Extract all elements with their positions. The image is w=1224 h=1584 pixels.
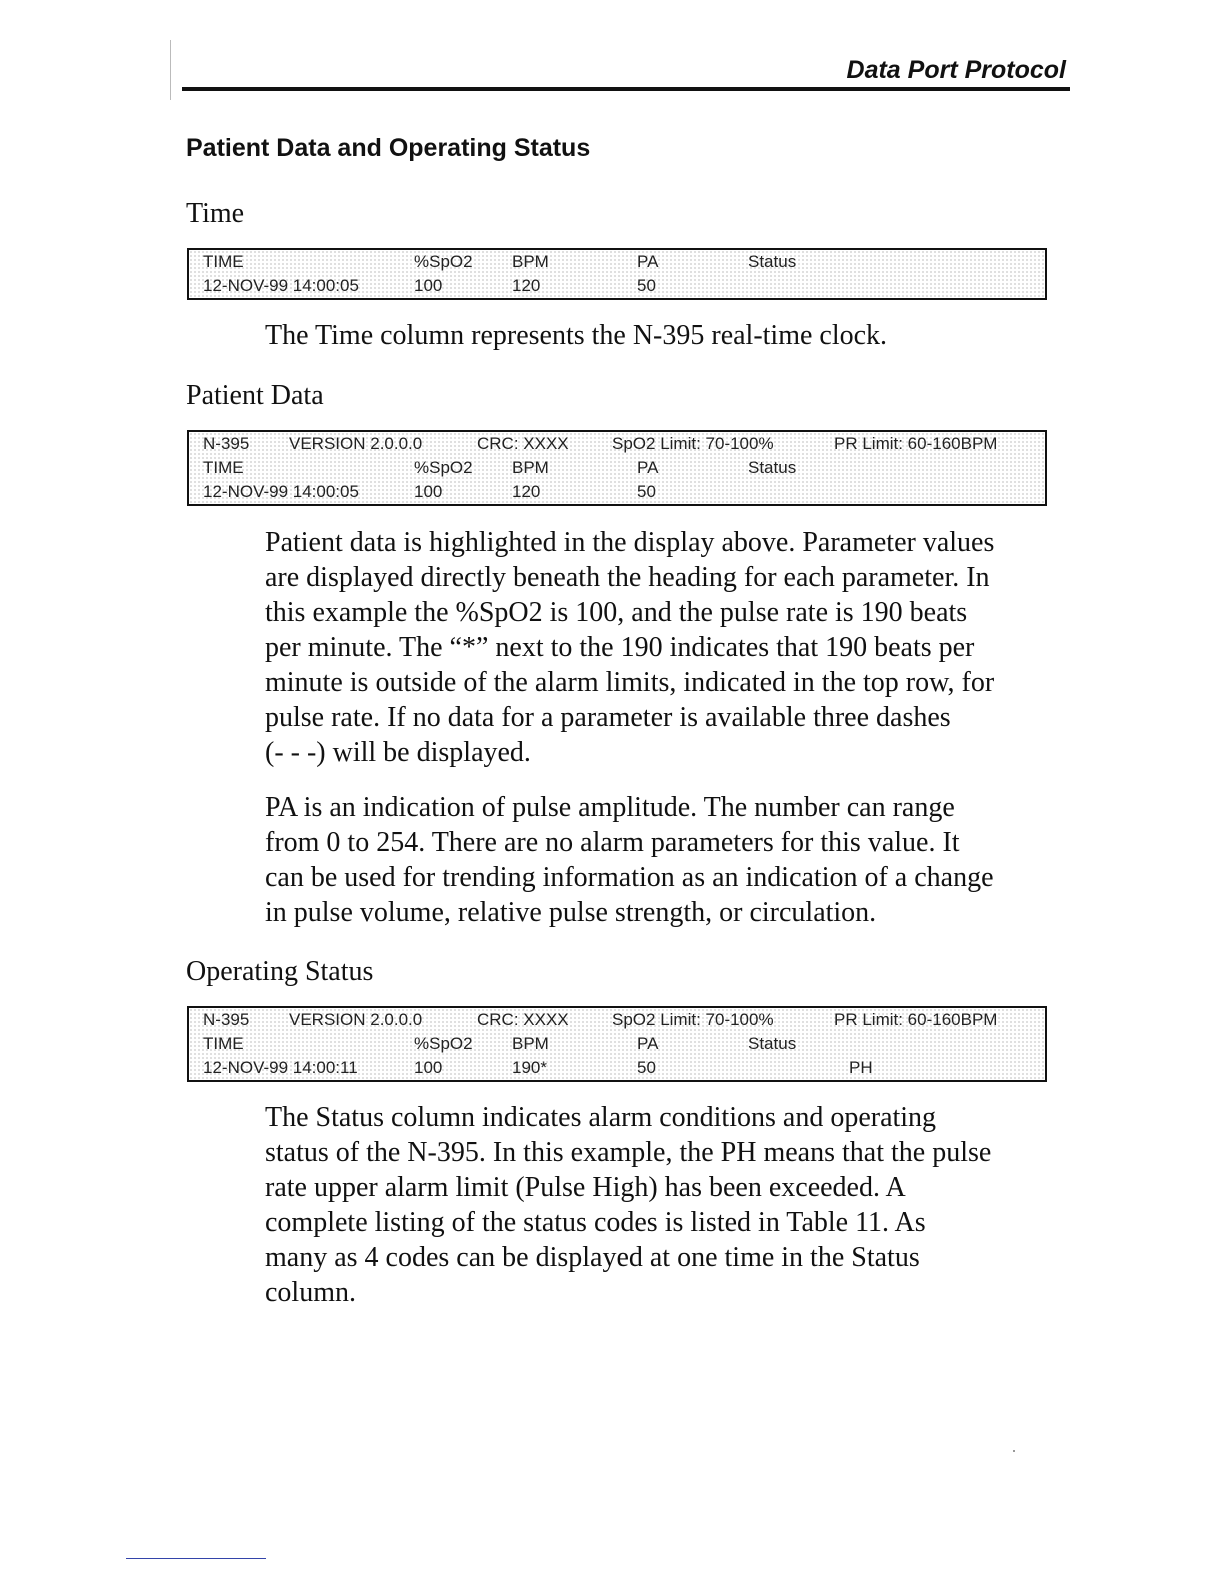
- patient-data-paragraph: [265, 525, 1075, 770]
- text-line: pulse rate. If no data for a parameter is available three dashes: [265, 702, 951, 733]
- table-row: [189, 1056, 1045, 1080]
- spo2-limit: SpO2 Limit: 70-100%: [612, 1010, 774, 1029]
- text-line: per minute. The “*” next to the 190 indicates that 190 beats per: [265, 632, 975, 663]
- text-line: PA is an indication of pulse amplitude. The number can range: [265, 792, 955, 823]
- patient-data-heading: Patient Data: [186, 380, 324, 411]
- scan-speck: [1013, 1450, 1015, 1452]
- text-line: minute is outside of the alarm limits, indicated in the top row, for: [265, 667, 995, 698]
- text-line: Patient data is highlighted in the display above. Parameter values: [265, 527, 995, 558]
- page-header-title: Data Port Protocol: [846, 56, 1066, 84]
- crc: CRC: XXXX: [477, 1010, 569, 1029]
- table-row: [189, 250, 1045, 274]
- text-line: The Status column indicates alarm conditions and operating: [265, 1102, 937, 1133]
- table-cell: PA: [637, 252, 659, 271]
- text-line: rate upper alarm limit (Pulse High) has been exceeded. A: [265, 1172, 906, 1203]
- table-cell: BPM: [512, 1034, 549, 1053]
- text-line: many as 4 codes can be displayed at one time in the Status: [265, 1242, 920, 1273]
- table-cell: 120: [512, 276, 541, 295]
- table-cell: 120: [512, 482, 541, 501]
- table-cell: 190*: [512, 1058, 547, 1077]
- text-line: can be used for trending information as an indication of a change: [265, 862, 994, 893]
- table-cell: Status: [748, 458, 797, 477]
- operating-status-heading: Operating Status: [186, 956, 374, 987]
- footer-rule: [126, 1558, 266, 1559]
- table-cell: 50: [637, 276, 656, 295]
- pr-limit: PR Limit: 60-160BPM: [834, 1010, 998, 1029]
- table-top-row: [189, 432, 1045, 456]
- table-cell: 100: [414, 482, 443, 501]
- text-line: column.: [265, 1277, 356, 1308]
- table-cell: BPM: [512, 252, 549, 271]
- table-cell: TIME: [203, 1034, 244, 1053]
- operating-status-table: [187, 1006, 1047, 1082]
- text-line: in pulse volume, relative pulse strength, or circulation.: [265, 897, 877, 928]
- table-cell: 12-NOV-99 14:00:05: [203, 482, 359, 501]
- table-row: [189, 1032, 1045, 1056]
- table-row: [189, 274, 1045, 298]
- device-model: N-395: [203, 434, 250, 453]
- time-heading: Time: [186, 198, 245, 229]
- pr-limit: PR Limit: 60-160BPM: [834, 434, 998, 453]
- table-cell: PA: [637, 458, 659, 477]
- table-row: [189, 456, 1045, 480]
- header-rule: [182, 87, 1070, 91]
- table-cell: %SpO2: [414, 458, 473, 477]
- table-cell: TIME: [203, 458, 244, 477]
- pa-paragraph: [265, 790, 1075, 930]
- section-title: Patient Data and Operating Status: [186, 134, 591, 162]
- table-cell: TIME: [203, 252, 244, 271]
- text-line: (- - -) will be displayed.: [265, 737, 531, 768]
- text-line: are displayed directly beneath the heading for each parameter. In: [265, 562, 990, 593]
- crc: CRC: XXXX: [477, 434, 569, 453]
- table-cell: %SpO2: [414, 252, 473, 271]
- time-table: [187, 248, 1047, 300]
- table-top-row: [189, 1008, 1045, 1032]
- text-line: status of the N-395. In this example, the PH means that the pulse: [265, 1137, 992, 1168]
- patient-data-table: [187, 430, 1047, 506]
- spo2-limit: SpO2 Limit: 70-100%: [612, 434, 774, 453]
- status-paragraph: [265, 1100, 1075, 1310]
- text-line: complete listing of the status codes is listed in Table 11. As: [265, 1207, 926, 1238]
- table-row: [189, 480, 1045, 504]
- status-code: PH: [849, 1058, 873, 1077]
- table-cell: 12-NOV-99 14:00:05: [203, 276, 359, 295]
- version: VERSION 2.0.0.0: [289, 1010, 423, 1029]
- text-line: this example the %SpO2 is 100, and the pulse rate is 190 beats: [265, 597, 968, 628]
- table-cell: Status: [748, 1034, 797, 1053]
- version: VERSION 2.0.0.0: [289, 434, 423, 453]
- device-model: N-395: [203, 1010, 250, 1029]
- table-cell: 12-NOV-99 14:00:11: [203, 1058, 358, 1077]
- table-cell: BPM: [512, 458, 549, 477]
- text-line: from 0 to 254. There are no alarm parameters for this value. It: [265, 827, 960, 858]
- table-cell: 50: [637, 1058, 656, 1077]
- table-cell: PA: [637, 1034, 659, 1053]
- table-cell: %SpO2: [414, 1034, 473, 1053]
- table-cell: 100: [414, 1058, 443, 1077]
- table-cell: 100: [414, 276, 443, 295]
- table-cell: Status: [748, 252, 797, 271]
- time-caption: The Time column represents the N-395 real-time clock.: [265, 320, 888, 351]
- table-cell: 50: [637, 482, 656, 501]
